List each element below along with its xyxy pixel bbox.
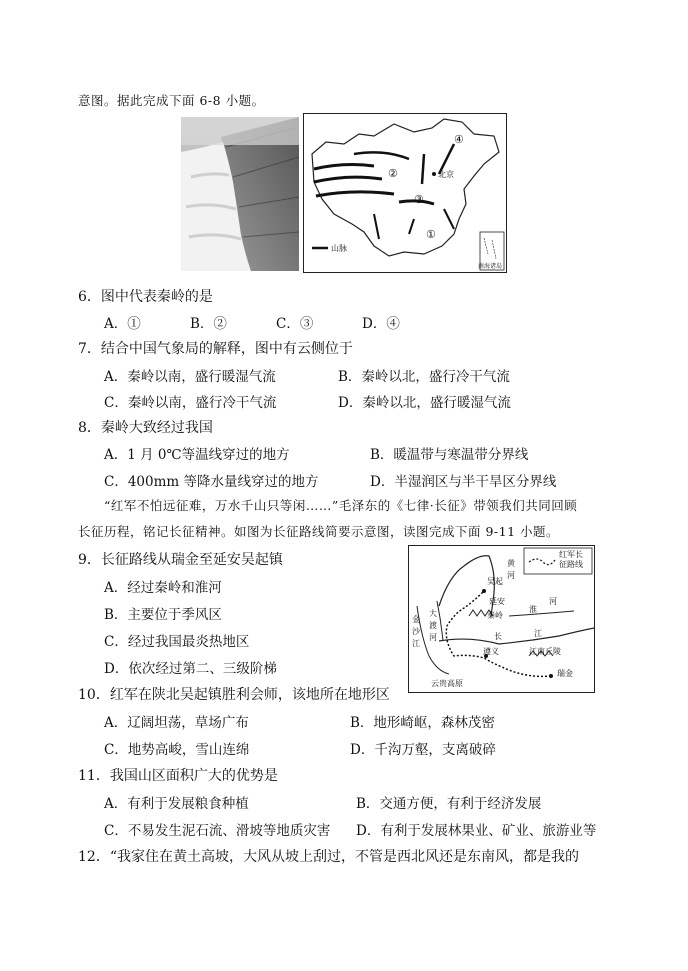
qinling-label: 秦岭 — [487, 611, 503, 620]
question-8-stem: 8．秦岭大致经过我国 — [78, 420, 213, 436]
question-6-stem: 6．图中代表秦岭的是 — [78, 289, 213, 305]
q8-option-d: D．半湿润区与半干旱区分界线 — [370, 474, 557, 490]
q9-option-a: A．经过秦岭和淮河 — [104, 580, 222, 596]
china-mountains-map — [303, 113, 507, 273]
huai-river-char-2: 河 — [549, 597, 557, 606]
q11-option-b: B．交通方便，有利于经济发展 — [356, 796, 542, 812]
q8-option-c: C．400mm 等降水量线穿过的地方 — [104, 474, 319, 490]
long-march-route-map — [408, 545, 595, 693]
jinsha-river-char-1: 金 — [412, 615, 420, 624]
q8-option-a: A．1 月 0℃等温线穿过的地方 — [104, 447, 290, 463]
q11-option-d: D．有利于发展林果业、矿业、旅游业等 — [356, 823, 597, 839]
route-legend-label: 红军长征路线 — [559, 550, 583, 569]
jiangnan-hills-label: 江南丘陵 — [529, 647, 561, 656]
q11-option-a: A．有利于发展粮食种植 — [104, 796, 249, 812]
q9-option-b: B．主要位于季风区 — [104, 607, 222, 623]
jinsha-river-char-3: 江 — [412, 639, 420, 648]
question-11-stem: 11．我国山区面积广大的优势是 — [78, 768, 278, 784]
q10-option-b: B．地形崎岖，森林茂密 — [350, 715, 495, 731]
huai-river-char-1: 淮 — [529, 605, 537, 614]
intro-text-top: 意图。据此完成下面 6-8 小题。 — [78, 93, 265, 108]
map-number-2: ② — [388, 167, 398, 180]
q9-option-d: D．依次经过第二、三级阶梯 — [104, 661, 277, 677]
inset-label: 南海诸岛 — [478, 263, 503, 270]
dadu-river-char-1: 大 — [429, 609, 437, 618]
yangtze-char-1: 长 — [494, 632, 502, 641]
wuqi-label: 吴起 — [487, 577, 503, 586]
intro-text-2-line2: 长征历程，铭记长征精神。如图为长征路线简要示意图，读图完成下面 9-11 小题。 — [78, 524, 560, 539]
ruijin-label: 瑞金 — [557, 669, 573, 678]
dadu-river-char-2: 渡 — [429, 621, 437, 630]
q6-option-c: C．③ — [276, 316, 314, 332]
q7-option-a: A．秦岭以南，盛行暖湿气流 — [104, 369, 276, 385]
question-9-stem: 9．长征路线从瑞金至延安吴起镇 — [78, 552, 283, 568]
q7-option-b: B．秦岭以北，盛行冷干气流 — [338, 369, 510, 385]
q7-option-c: C．秦岭以南，盛行冷干气流 — [104, 395, 277, 411]
mountain-legend-label: 山脉 — [331, 244, 347, 253]
china-outline — [312, 119, 499, 256]
yellow-river-char-2: 河 — [507, 571, 515, 580]
map-number-4: ④ — [454, 133, 464, 146]
q10-option-a: A．辽阔坦荡，草场广布 — [104, 715, 249, 731]
zunyi-label: 遵义 — [483, 647, 499, 656]
question-10-stem: 10．红军在陕北吴起镇胜利会师，该地所在地形区 — [78, 687, 390, 703]
q8-option-b: B．暖温带与寒温带分界线 — [370, 447, 529, 463]
q7-option-d: D．秦岭以北，盛行暖湿气流 — [338, 395, 511, 411]
q9-option-c: C．经过我国最炎热地区 — [104, 634, 250, 650]
q10-option-c: C．地势高峻，雪山连绵 — [104, 742, 250, 758]
q6-option-b: B．② — [190, 316, 227, 332]
jinsha-river-char-2: 沙 — [412, 627, 420, 636]
q6-option-a: A．① — [104, 316, 141, 332]
q11-option-c: C．不易发生泥石流、滑坡等地质灾害 — [104, 823, 331, 839]
q10-option-d: D．千沟万壑，支离破碎 — [350, 742, 496, 758]
map-number-3: ③ — [414, 193, 424, 206]
yellow-river-char-1: 黄 — [507, 559, 515, 568]
mountain-clouds-photo — [181, 117, 299, 271]
yanan-label: 延安 — [489, 597, 505, 606]
q6-option-d: D．④ — [362, 316, 400, 332]
intro-text-2-line1: “红军不怕远征难，万水千山只等闲……”毛泽东的《七律·长征》带领我们共同回顾 — [104, 498, 578, 513]
map-number-1: ① — [426, 228, 436, 241]
dadu-river-char-3: 河 — [429, 633, 437, 642]
question-7-stem: 7．结合中国气象局的解释，图中有云侧位于 — [78, 341, 353, 357]
question-12-stem: 12．“我家住在黄土高坡，大风从坡上刮过，不管是西北风还是东南风，都是我的 — [78, 849, 579, 865]
yungui-plateau-label: 云贵高原 — [431, 679, 463, 688]
yangtze-char-2: 江 — [534, 629, 542, 638]
beijing-label: 北京 — [438, 170, 454, 179]
